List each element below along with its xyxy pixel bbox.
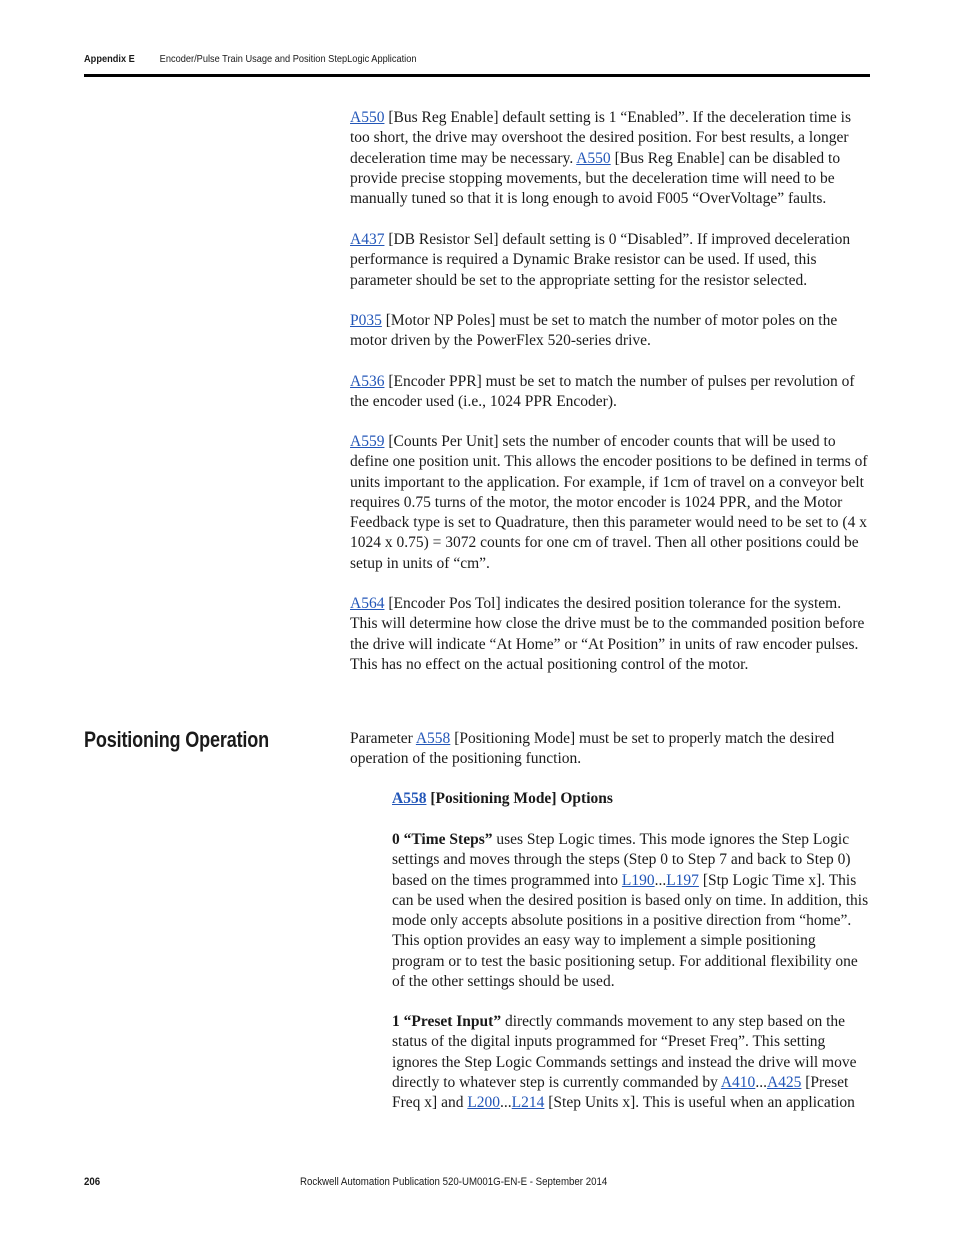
range-separator: ... xyxy=(654,871,667,889)
param-link-a564[interactable]: A564 xyxy=(350,595,385,612)
header-rule xyxy=(84,74,870,77)
param-text: [Counts Per Unit] sets the number of encoder counts that will be used to define one position unit. This allows the encoder positions to be defined in terms of units important to the application. For example, if 1cm of travel on a conveyor belt requires 0.75 turns of the motor, the motor encoder is 1024 PPR, and the Motor Feedback type is set to Quadrature, then this parameter would need to be set to (4 x 1024 x 0.75) = 3072 counts for one cm of travel. Then all other positions could be setup in units of “cm”. xyxy=(350,433,868,572)
param-link-a550-second[interactable]: A550 xyxy=(576,149,611,167)
range-separator: ... xyxy=(500,1094,512,1112)
options-heading xyxy=(392,789,870,809)
param-text: [Encoder Pos Tol] indicates the desired position tolerance for the system. This will determine how close the drive must be to the commanded position before the drive will indicate “At Home” or “At Position” in units of raw encoder pulses. This has no effect on the actual positioning control of the motor. xyxy=(350,595,865,673)
param-link-a425[interactable]: A425 xyxy=(766,1073,802,1091)
range-separator: ... xyxy=(755,1073,767,1091)
intro-text: Parameter xyxy=(350,730,416,747)
intro-text: [Positioning Mode] must be set to properly match the desired operation of the positioning function. xyxy=(350,730,835,768)
param-text: [DB Resistor Sel] default setting is 0 “Disabled”. If improved deceleration performance is required a Dynamic Brake resistor can be used. If used, this parameter should be set to the appropriate setting for the resistor selected. xyxy=(350,231,851,289)
chapter-title: Encoder/Pulse Train Usage and Position StepLogic Application xyxy=(159,53,417,65)
option-text: [Step Units x]. This is useful when an application xyxy=(544,1094,855,1112)
section-intro xyxy=(350,729,870,770)
param-link-l200[interactable]: L200 xyxy=(467,1094,501,1112)
param-paragraph-p035 xyxy=(350,311,870,352)
param-text: [Motor NP Poles] must be set to match the number of motor poles on the motor driven by the PowerFlex 520-series drive. xyxy=(350,312,838,350)
param-link-a550[interactable]: A550 xyxy=(350,109,385,126)
param-paragraph-a437 xyxy=(350,230,870,291)
page-number: 206 xyxy=(84,1176,101,1188)
param-link-p035[interactable]: P035 xyxy=(350,312,382,329)
param-text: [Encoder PPR] must be set to match the number of pulses per revolution of the encoder used (i.e., 1024 PPR Encoder). xyxy=(350,373,855,411)
param-paragraph-a559 xyxy=(350,432,870,574)
param-link-a559[interactable]: A559 xyxy=(350,433,385,450)
appendix-label: Appendix E xyxy=(84,53,135,65)
option-text: directly commands movement to any step based on the status of the digital inputs programmed for “Preset Freq”. This setting ignores the Step Logic Commands settings and instead the drive will move directly to whatever step is currently commanded by xyxy=(392,1013,857,1091)
option-label: 0 “Time Steps” xyxy=(392,831,493,848)
param-text: [Bus Reg Enable] can be disabled to provide precise stopping movements, but the deceleration time will need to be manually tuned so that it is long enough to avoid F005 “OverVoltage” faults. xyxy=(350,149,841,208)
options-heading-text: [Positioning Mode] Options xyxy=(426,790,613,807)
param-paragraph-a564 xyxy=(350,594,870,675)
param-link-l190[interactable]: L190 xyxy=(621,871,655,889)
param-link-a536[interactable]: A536 xyxy=(350,373,385,390)
publication-info: Rockwell Automation Publication 520-UM001G-EN-E - September 2014 xyxy=(300,1176,608,1188)
param-link-a437[interactable]: A437 xyxy=(350,231,385,248)
option-time-steps xyxy=(392,830,870,992)
param-link-l214[interactable]: L214 xyxy=(511,1094,545,1112)
option-text: [Preset Freq x] and xyxy=(392,1073,849,1112)
section-heading: Positioning Operation xyxy=(84,727,269,752)
param-link-a558[interactable]: A558 xyxy=(415,730,451,747)
option-preset-input xyxy=(392,1012,870,1113)
param-paragraph-a536 xyxy=(350,372,870,413)
running-header xyxy=(84,53,776,69)
option-text: [Stp Logic Time x]. This can be used when the desired position is based only on time. In addition, this mode only accepts absolute positions in a positive direction from “home”. This option provides an easy way to implement a simple positioning program or to test the basic positioning setup. For additional flexibility one of the other settings should be used. xyxy=(392,871,869,991)
option-label: 1 “Preset Input” xyxy=(392,1013,502,1030)
param-paragraph-a550 xyxy=(350,108,870,209)
param-link-l197[interactable]: L197 xyxy=(666,871,699,889)
param-link-a410[interactable]: A410 xyxy=(720,1073,756,1091)
option-text: uses Step Logic times. This mode ignores the Step Logic settings and moves through the steps (Step 0 to Step 7 and back to Step 0) based on the times programmed into xyxy=(392,831,851,889)
param-text: [Bus Reg Enable] default setting is 1 “Enabled”. If the deceleration time is too short, the drive may overshoot the desired position. For best results, a longer deceleration time may be necessary. xyxy=(350,109,852,167)
options-heading-link[interactable]: A558 xyxy=(392,790,427,807)
